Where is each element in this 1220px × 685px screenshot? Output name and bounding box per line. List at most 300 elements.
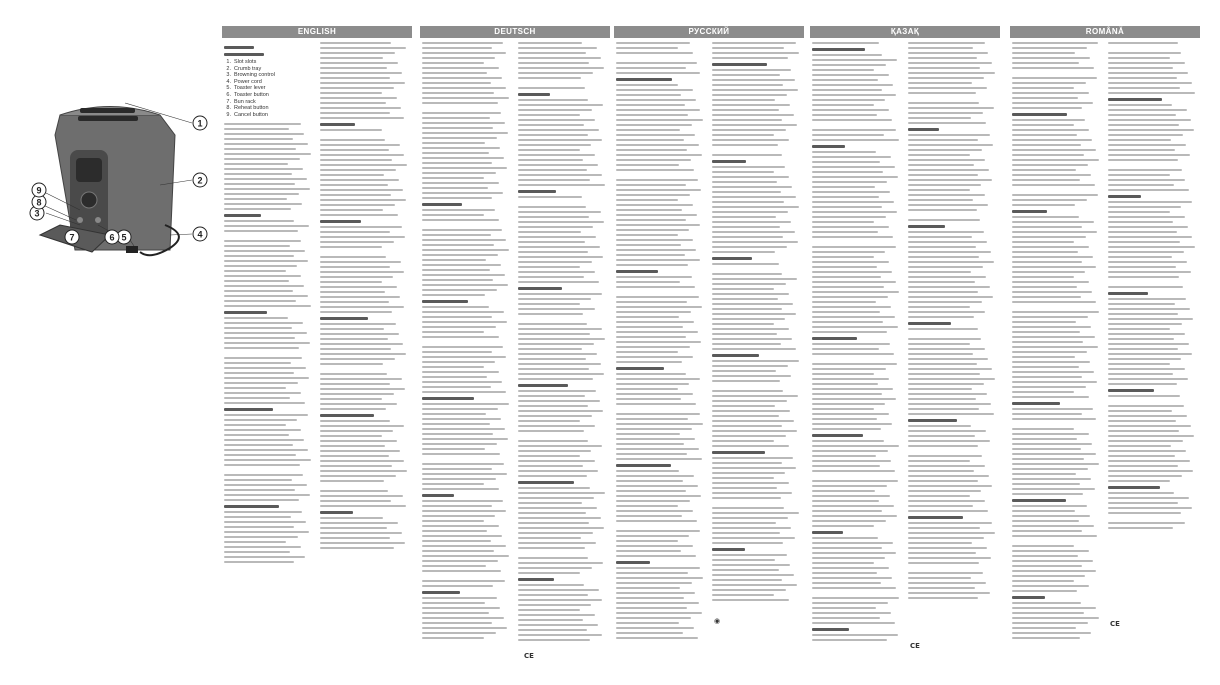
text-line-placeholder [320,194,391,196]
text-line-placeholder [224,499,299,501]
text-line-placeholder [908,149,982,151]
text-line-placeholder [224,260,308,262]
text-line-placeholder [1108,42,1178,44]
text-line-placeholder [1108,395,1180,397]
parts-list-item: 7. Bun rack [226,98,256,105]
text-line-placeholder [1108,201,1192,203]
text-line-placeholder [616,587,680,589]
text-line-placeholder [712,278,797,280]
text-line-placeholder [712,94,787,96]
text-line-placeholder [616,42,690,44]
text-line-placeholder [518,455,580,457]
text-line-placeholder [908,164,974,166]
text-line-placeholder [812,597,899,599]
text-line-placeholder [518,293,602,295]
text-line-placeholder [224,342,310,344]
text-line-placeholder [1012,276,1074,278]
text-line-placeholder [908,393,987,395]
text-line-placeholder [422,72,487,74]
text-line-placeholder [1012,381,1097,383]
text-line-placeholder [616,367,664,370]
text-line-placeholder [518,634,602,636]
text-line-placeholder [518,390,596,392]
text-line-placeholder [1012,565,1082,567]
text-line-placeholder [518,604,591,606]
text-line-placeholder [812,378,889,380]
text-line-placeholder [518,567,592,569]
text-line-placeholder [1012,478,1091,480]
text-line-placeholder [320,388,405,390]
text-line-placeholder [812,176,898,178]
text-line-placeholder [1108,261,1187,263]
text-line-placeholder [224,245,290,247]
text-line-placeholder [518,246,600,248]
text-line-placeholder [320,220,361,223]
text-line-placeholder [908,174,978,176]
text-line-placeholder [320,214,398,216]
text-line-placeholder [712,166,785,168]
text-line-placeholder [422,127,493,129]
text-line-placeholder [908,184,981,186]
text-line-placeholder [224,203,302,205]
text-line-placeholder [908,236,972,238]
text-line-placeholder [812,617,880,619]
text-line-placeholder [616,164,679,166]
text-line-placeholder [1012,637,1080,639]
text-line-placeholder [1012,210,1047,213]
text-line-placeholder [224,337,295,339]
text-line-placeholder [908,306,970,308]
text-line-placeholder [518,368,589,370]
power-plug [126,246,138,253]
text-line-placeholder [616,239,693,241]
text-line-placeholder [224,474,303,476]
text-line-placeholder [422,52,506,54]
text-block [712,42,800,672]
text-line-placeholder [518,47,597,49]
text-line-placeholder [812,373,874,375]
text-line-placeholder [616,383,689,385]
text-line-placeholder [616,229,689,231]
text-line-placeholder [1012,139,1092,141]
text-line-placeholder [812,191,890,193]
text-line-placeholder [518,139,602,141]
text-line-placeholder [1012,386,1086,388]
text-line-placeholder [812,206,882,208]
text-line-placeholder [422,545,506,547]
text-line-placeholder [224,305,311,307]
text-line-placeholder [320,67,387,69]
text-line-placeholder [518,348,582,350]
text-line-placeholder [518,251,588,253]
text-line-placeholder [616,393,693,395]
text-line-placeholder [812,286,884,288]
text-line-placeholder [518,154,595,156]
text-line-placeholder [812,291,899,293]
text-line-placeholder [616,119,703,121]
text-line-placeholder [224,541,286,543]
text-line-placeholder [320,311,392,313]
text-line-placeholder [320,261,401,263]
text-line-placeholder [908,542,972,544]
text-line-placeholder [518,52,586,54]
text-line-placeholder [712,206,799,208]
text-line-placeholder [1012,179,1080,181]
text-line-placeholder [320,164,407,166]
text-line-placeholder [422,423,490,425]
text-line-placeholder [320,296,400,298]
column-kazakh [810,26,1000,681]
column-english [222,26,412,681]
text-line-placeholder [616,378,700,380]
text-line-placeholder [518,445,602,447]
text-line-placeholder [1108,189,1189,191]
text-line-placeholder [1108,303,1175,305]
text-line-placeholder [812,139,899,141]
text-line-placeholder [422,580,505,582]
text-line-placeholder [518,211,601,213]
text-line-placeholder [1012,453,1096,455]
text-line-placeholder [812,196,879,198]
text-line-placeholder [1108,266,1176,268]
text-line-placeholder [908,117,971,119]
text-line-placeholder [908,144,993,146]
ce-mark-icon: CE [1110,620,1120,628]
text-line-placeholder [712,487,777,489]
text-line-placeholder [616,567,700,569]
text-line-placeholder [712,139,789,141]
text-line-placeholder [908,582,986,584]
text-line-placeholder [518,547,585,549]
text-line-placeholder [422,473,507,475]
text-line-placeholder [422,617,504,619]
text-line-placeholder [224,464,300,466]
text-line-placeholder [320,174,384,176]
text-line-placeholder [422,219,499,221]
text-line-placeholder [616,535,689,537]
text-line-placeholder [320,495,403,497]
text-line-placeholder [908,42,985,44]
text-line-placeholder [616,597,684,599]
text-line-placeholder [320,420,390,422]
text-line-placeholder [908,592,990,594]
text-line-placeholder [908,122,986,124]
text-line-placeholder [1012,473,1076,475]
text-line-placeholder [422,535,502,537]
text-line-placeholder [812,480,898,482]
text-line-placeholder [224,311,267,314]
text-line-placeholder [812,331,887,333]
text-line-placeholder [518,542,596,544]
text-line-placeholder [320,490,388,492]
text-line-placeholder [1012,241,1074,243]
text-line-placeholder [1108,251,1184,253]
text-line-placeholder [812,166,895,168]
text-line-placeholder [1108,480,1170,482]
text-line-placeholder [422,494,454,497]
text-line-placeholder [518,410,603,412]
text-line-placeholder [224,551,290,553]
text-line-placeholder [518,221,604,223]
text-line-placeholder [1108,149,1175,151]
text-line-placeholder [712,226,780,228]
text-line-placeholder [812,48,865,51]
text-line-placeholder [1012,261,1082,263]
text-line-placeholder [320,450,400,452]
text-line-placeholder [712,522,776,524]
text-line-placeholder [812,398,896,400]
text-line-placeholder [908,204,988,206]
text-line-placeholder [1012,92,1089,94]
text-line-placeholder [712,548,745,551]
text-line-placeholder [1108,328,1170,330]
text-line-placeholder [320,480,384,482]
text-line-placeholder [616,149,687,151]
text-line-placeholder [224,536,298,538]
text-line-placeholder [422,525,499,527]
text-line-placeholder [1012,231,1097,233]
text-line-placeholder [320,470,407,472]
text-line-placeholder [908,322,951,325]
text-line-placeholder [712,440,774,442]
text-line-placeholder [908,343,970,345]
column-body [1010,42,1200,672]
text-line-placeholder [422,102,498,104]
text-line-placeholder [1012,493,1083,495]
text-line-placeholder [812,607,876,609]
text-line-placeholder [422,214,484,216]
text-line-placeholder [712,323,774,325]
text-line-placeholder [518,594,588,596]
text-line-placeholder [320,266,390,268]
text-line-placeholder [616,62,697,64]
text-line-placeholder [812,542,893,544]
text-line-placeholder [422,289,497,291]
text-line-placeholder [812,156,891,158]
text-line-placeholder [224,397,290,399]
text-line-placeholder [616,286,695,288]
text-line-placeholder [320,281,382,283]
text-line-placeholder [224,521,306,523]
text-line-placeholder [616,311,691,313]
text-line-placeholder [908,82,972,84]
text-line-placeholder [422,254,498,256]
text-line-placeholder [1108,184,1174,186]
text-line-placeholder [812,321,883,323]
text-line-placeholder [518,532,593,534]
text-line-placeholder [518,256,603,258]
text-line-placeholder [812,622,895,624]
text-line-placeholder [712,425,782,427]
text-line-placeholder [224,270,286,272]
text-line-placeholder [616,561,650,564]
text-line-placeholder [224,459,311,461]
text-line-placeholder [1012,515,1090,517]
text-line-placeholder [224,225,309,227]
text-line-placeholder [1012,580,1074,582]
text-line-placeholder [812,348,879,350]
text-line-placeholder [712,181,777,183]
toaster-slot [78,116,138,121]
text-line-placeholder [712,532,780,534]
text-line-placeholder [1012,428,1074,430]
text-line-placeholder [422,483,484,485]
column-body [222,42,412,672]
text-line-placeholder [908,112,983,114]
text-line-placeholder [812,266,877,268]
text-line-placeholder [1012,107,1082,109]
text-line-placeholder [518,184,605,186]
text-line-placeholder [908,348,985,350]
text-line-placeholder [320,246,382,248]
text-line-placeholder [1108,139,1171,141]
text-line-placeholder [908,154,970,156]
text-line-placeholder [712,144,778,146]
text-line-placeholder [224,377,309,379]
text-line-placeholder [1012,555,1078,557]
text-line-placeholder [1012,351,1087,353]
text-line-placeholder [422,92,494,94]
text-line-placeholder [908,398,976,400]
text-line-placeholder [422,172,496,174]
text-line-placeholder [320,139,385,141]
text-line-placeholder [1108,497,1189,499]
text-line-placeholder [616,423,703,425]
text-line-placeholder [812,145,845,148]
text-line-placeholder [908,480,978,482]
text-line-placeholder [1012,311,1099,313]
text-line-placeholder [422,62,484,64]
parts-list-item: 9. Cancel button [226,111,268,118]
text-line-placeholder [422,632,496,634]
text-line-placeholder [712,343,781,345]
text-line-placeholder [518,190,556,193]
text-line-placeholder [1012,346,1098,348]
text-line-placeholder [1108,358,1181,360]
text-line-placeholder [712,390,783,392]
text-line-placeholder [1108,52,1181,54]
text-line-placeholder [812,567,889,569]
text-line-placeholder [518,67,604,69]
text-line-placeholder [224,143,308,145]
text-line-placeholder [812,42,879,44]
text-block [518,42,606,672]
text-line-placeholder [1012,296,1081,298]
text-line-placeholder [616,84,678,86]
text-line-placeholder [518,134,588,136]
parts-list-item: 5. Toaster lever [226,85,266,92]
text-line-placeholder [616,485,698,487]
text-line-placeholder [320,440,397,442]
text-line-placeholder [518,72,593,74]
text-line-placeholder [812,455,876,457]
text-line-placeholder [320,517,383,519]
text-line-placeholder [1012,525,1094,527]
text-line-placeholder [908,62,992,64]
text-line-placeholder [616,555,696,557]
text-line-placeholder [224,220,294,222]
column-header: ҚАЗАҚ [810,26,1000,38]
text-line-placeholder [422,77,502,79]
text-line-placeholder [616,264,688,266]
text-line-placeholder [616,209,682,211]
text-line-placeholder [616,169,694,171]
text-line-placeholder [422,607,500,609]
parts-list-item: 8. Reheat button [226,105,269,112]
text-line-placeholder [518,405,588,407]
text-line-placeholder [422,167,507,169]
text-line-placeholder [908,52,988,54]
text-line-placeholder [712,246,787,248]
text-line-placeholder [1012,174,1091,176]
text-line-placeholder [518,266,580,268]
text-line-placeholder [320,77,390,79]
text-line-placeholder [320,291,385,293]
text-line-placeholder [518,281,599,283]
text-line-placeholder [320,500,391,502]
text-line-placeholder [518,440,588,442]
text-line-placeholder [616,224,700,226]
text-line-placeholder [812,495,890,497]
text-line-placeholder [1108,445,1171,447]
text-line-placeholder [712,191,781,193]
text-line-placeholder [518,584,584,586]
text-line-placeholder [1012,505,1087,507]
text-line-placeholder [908,475,989,477]
text-line-placeholder [812,537,878,539]
text-line-placeholder [422,560,498,562]
text-line-placeholder [1012,301,1096,303]
text-line-placeholder [224,424,286,426]
text-line-placeholder [518,629,587,631]
text-line-placeholder [320,328,384,330]
text-line-placeholder [712,400,787,402]
text-line-placeholder [1108,410,1172,412]
svg-text:2: 2 [197,175,203,186]
text-line-placeholder [224,327,292,329]
text-line-placeholder [518,481,574,484]
text-line-placeholder [1108,405,1184,407]
text-line-placeholder [1012,236,1086,238]
text-line-placeholder [518,522,589,524]
text-line-placeholder [712,451,765,454]
text-line-placeholder [616,413,700,415]
text-line-placeholder [422,122,505,124]
text-line-placeholder [908,286,990,288]
text-line-placeholder [712,365,788,367]
svg-text:1: 1 [197,118,203,129]
text-line-placeholder [1012,47,1087,49]
text-line-placeholder [1108,134,1183,136]
text-line-placeholder [1108,206,1181,208]
text-line-placeholder [224,531,309,533]
column-deutsch [420,26,610,681]
text-line-placeholder [812,256,874,258]
text-line-placeholder [320,547,394,549]
text-line-placeholder [812,562,874,564]
text-line-placeholder [224,419,297,421]
text-line-placeholder [712,313,796,315]
text-line-placeholder [320,378,402,380]
text-line-placeholder [712,124,797,126]
text-line-placeholder [1108,241,1180,243]
text-line-placeholder [812,311,880,313]
text-line-placeholder [712,241,798,243]
text-line-placeholder [320,154,404,156]
text-line-placeholder [518,497,594,499]
text-line-placeholder [422,351,492,353]
text-line-placeholder [616,199,678,201]
